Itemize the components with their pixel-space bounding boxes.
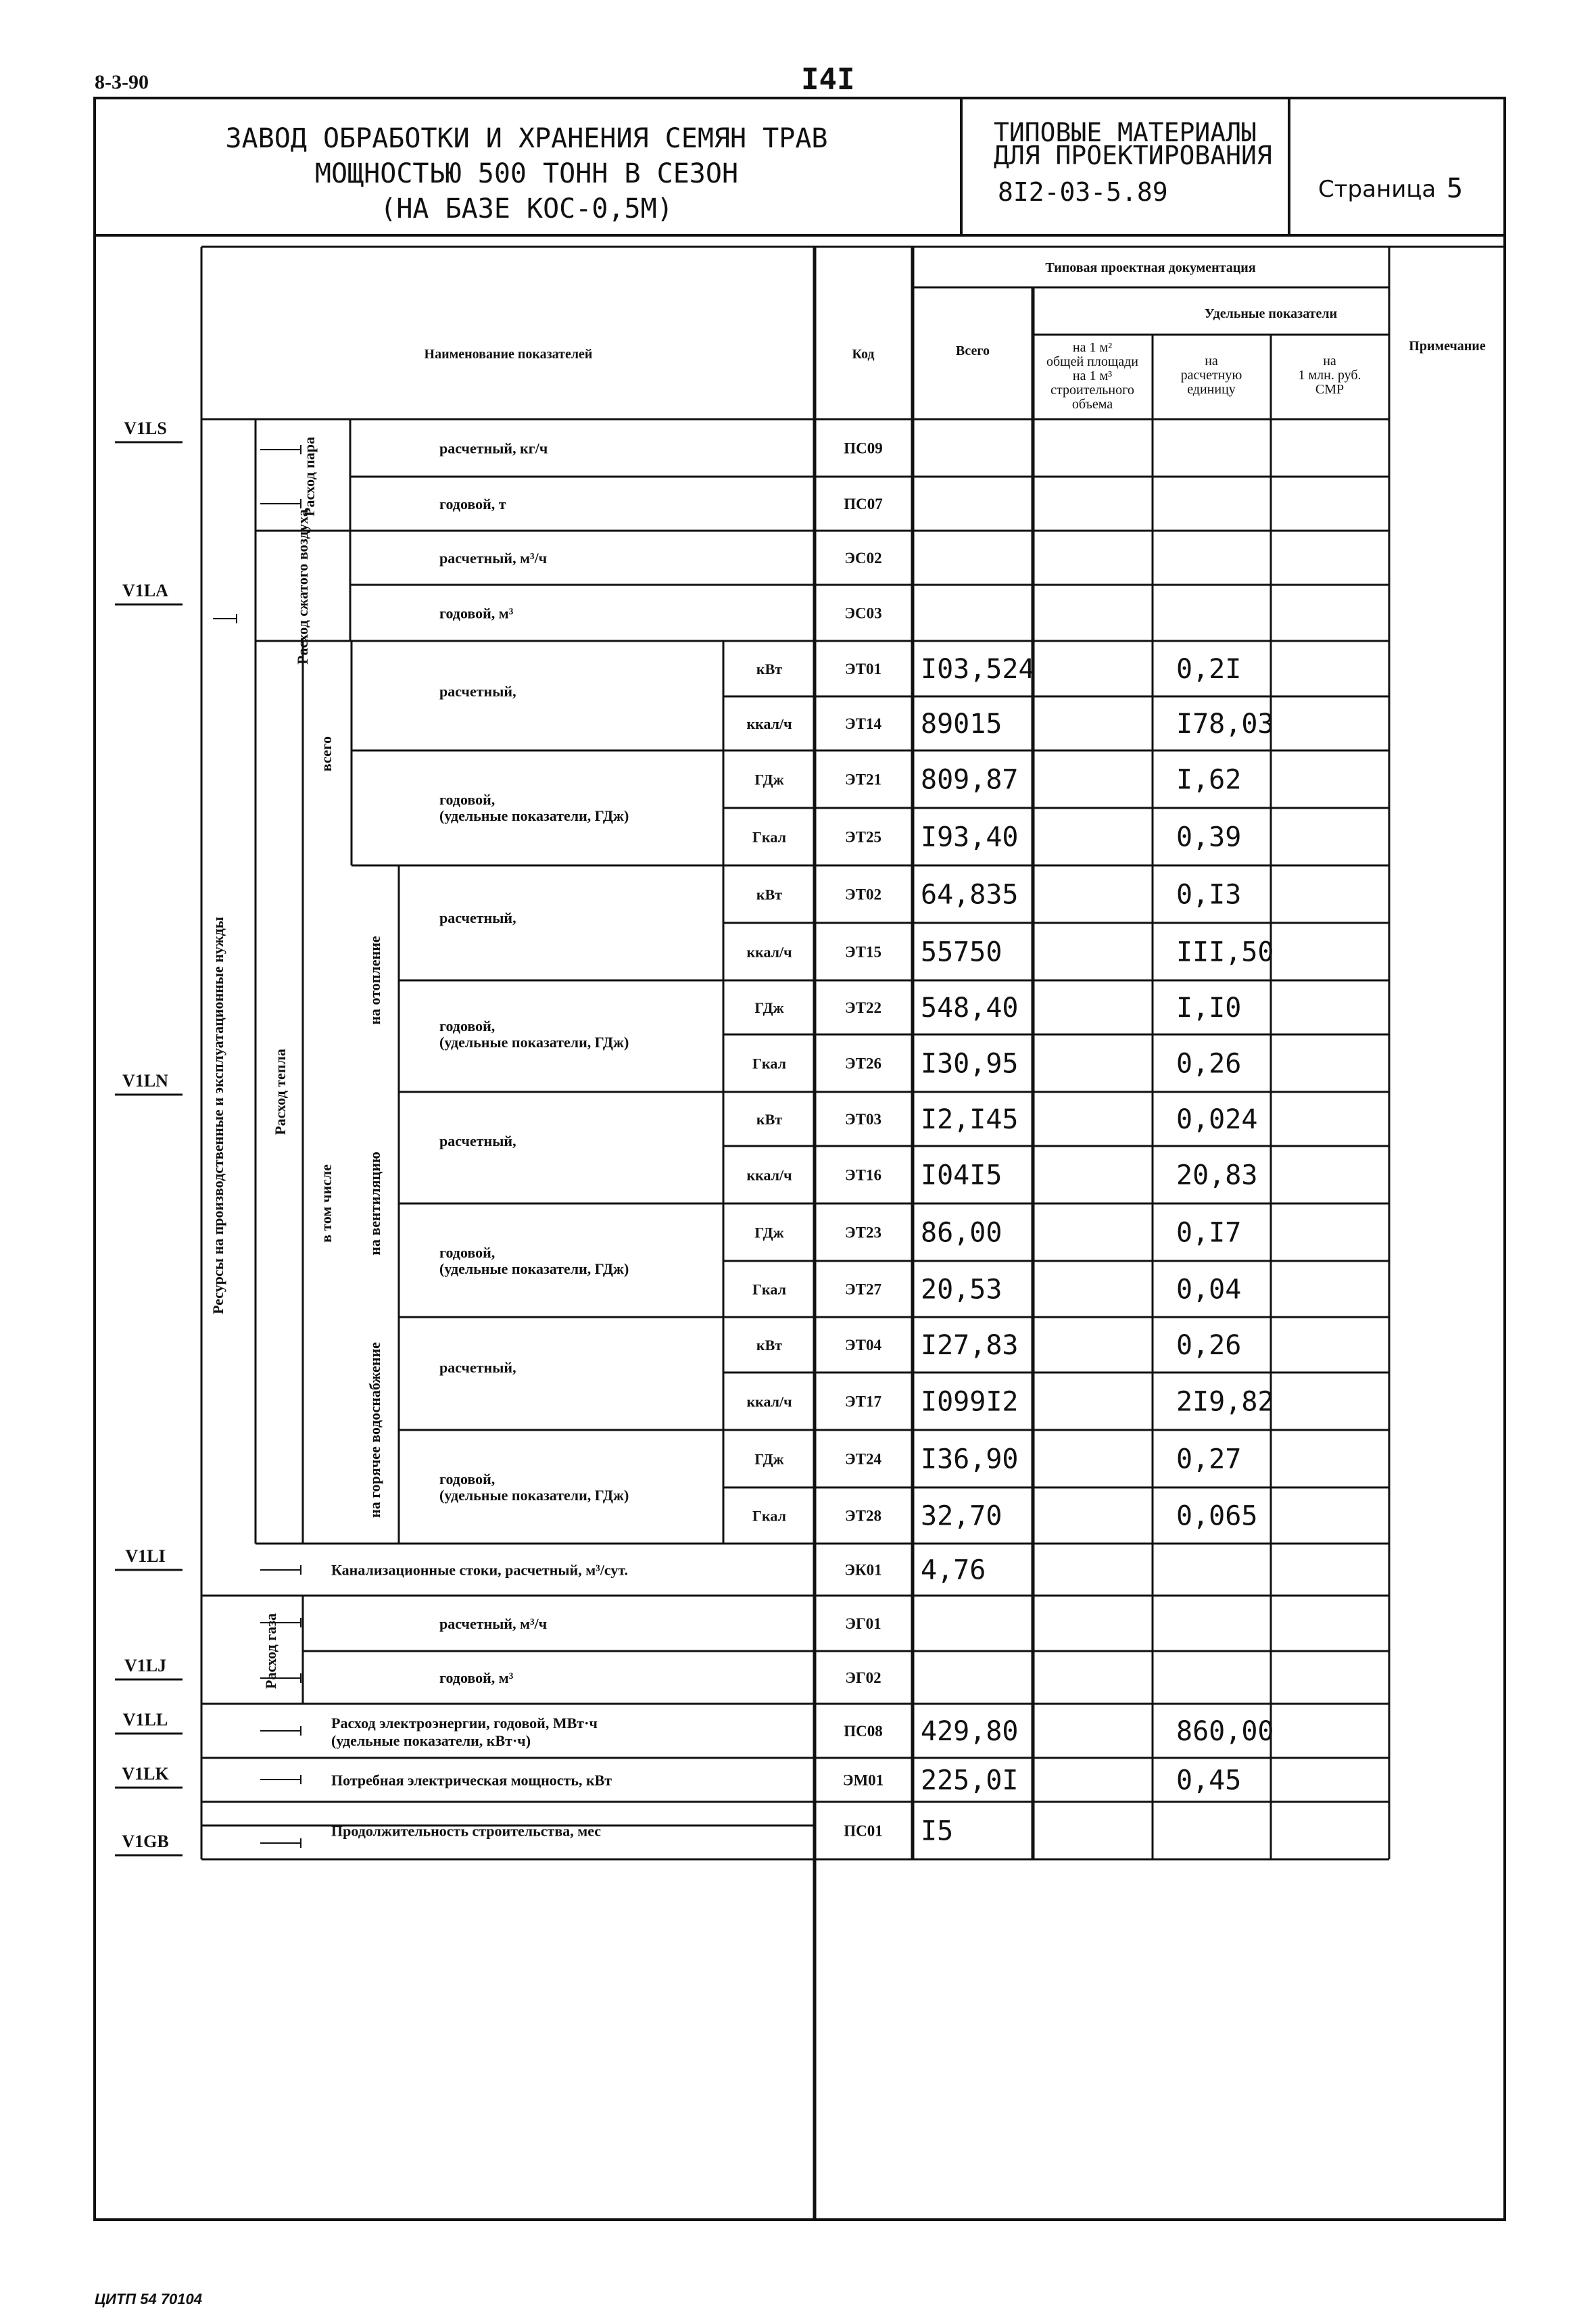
document-title-line: МОЩНОСТЬЮ 500 ТОНН В СЕЗОН: [314, 158, 739, 189]
document-title-line: ЗАВОД ОБРАБОТКИ И ХРАНЕНИЯ СЕМЯН ТРАВ: [225, 123, 828, 154]
row-total-value: 548,40: [921, 993, 1019, 1024]
row-label: расчетный, м³/ч: [439, 550, 548, 567]
row-unit: ГДж: [754, 1450, 784, 1468]
document-title-line: (НА БАЗЕ КОС-0,5М): [380, 193, 673, 224]
series-code: 8I2-03-5.89: [998, 177, 1168, 207]
row-sublabel: (удельные показатели, ГДж): [439, 807, 629, 824]
row-specific-value: 0,39: [1176, 821, 1242, 853]
row-total-value: 89015: [921, 709, 1002, 740]
header-total: Всего: [956, 343, 990, 358]
side-code-label: V1LS: [124, 419, 167, 438]
row-label: расчетный, кг/ч: [439, 439, 548, 457]
sheet-number: I4I: [801, 62, 855, 97]
row-unit: ккал/ч: [746, 1393, 792, 1410]
row-code: ЭТ22: [845, 999, 881, 1016]
row-code: ЭС02: [844, 550, 882, 567]
row-label: годовой, м³: [439, 604, 514, 622]
row-code: ЭТ28: [845, 1507, 881, 1525]
row-code: ПС09: [844, 439, 883, 457]
hot-water-vertical-label: на горячее водоснабжение: [366, 1342, 383, 1518]
row-total-value: I03,524: [921, 654, 1035, 685]
row-code: ЭТ17: [845, 1393, 881, 1410]
row-total-value: I93,40: [921, 821, 1019, 853]
row-total-value: I099I2: [921, 1386, 1019, 1418]
row-label: Канализационные стоки, расчетный, м³/сут.: [331, 1561, 629, 1579]
header-tpd: Типовая проектная документация: [1045, 260, 1256, 275]
document-date: 8-3-90: [95, 71, 149, 93]
row-specific-value: 0,I3: [1176, 879, 1242, 911]
row-unit: ккал/ч: [746, 943, 792, 961]
row-label: годовой,: [439, 791, 495, 808]
row-code: ЭТ23: [845, 1224, 881, 1241]
row-code: ЭТ04: [845, 1337, 881, 1354]
header-per-unit: на: [1205, 354, 1218, 368]
header-per-area: строительного: [1050, 383, 1134, 398]
ventilation-vertical-label: на вентиляцию: [366, 1151, 383, 1256]
row-code: ЭС03: [844, 604, 882, 622]
row-label: Продолжительность строительства, мес: [331, 1822, 601, 1840]
row-code: ЭТ27: [845, 1281, 881, 1298]
row-code: ЭГ01: [845, 1615, 881, 1632]
gas-vertical-label: Расход газа: [262, 1613, 279, 1689]
header-code: Код: [852, 347, 875, 362]
row-unit: Гкал: [752, 1055, 786, 1072]
table-text: [122, 260, 1485, 1851]
header-per-area: общей площади: [1046, 354, 1138, 369]
row-total-value: 809,87: [921, 764, 1019, 796]
row-specific-value: 0,I7: [1176, 1217, 1242, 1249]
row-total-value: I27,83: [921, 1330, 1019, 1361]
header-name: Наименование показателей: [424, 347, 593, 362]
row-unit: кВт: [756, 661, 783, 677]
row-unit: ГДж: [754, 771, 784, 788]
row-unit: ккал/ч: [746, 1166, 792, 1184]
row-specific-value: I,I0: [1176, 993, 1242, 1024]
row-specific-value: 860,00: [1176, 1716, 1274, 1747]
row-specific-value: 0,2I: [1176, 654, 1242, 685]
row-total-value: I04I5: [921, 1160, 1002, 1191]
steam-vertical-label: Расход пара: [301, 437, 318, 517]
row-sublabel: (удельные показатели, ГДж): [439, 1487, 629, 1504]
row-code: ЭТ25: [845, 828, 881, 846]
header-per-area: объема: [1071, 397, 1113, 412]
row-code: ПС08: [844, 1723, 883, 1740]
row-total-value: 4,76: [921, 1554, 986, 1586]
row-code: ПС01: [844, 1822, 883, 1840]
row-unit: кВт: [756, 886, 783, 903]
row-total-value: 20,53: [921, 1274, 1002, 1306]
side-code-label: V1GB: [122, 1832, 169, 1851]
row-label: расчетный,: [439, 683, 516, 700]
row-unit: кВт: [756, 1337, 783, 1354]
row-code: ЭТ03: [845, 1111, 881, 1128]
row-total-value: I2,I45: [921, 1104, 1019, 1135]
row-specific-value: 0,45: [1176, 1765, 1242, 1796]
header-per-mln: на: [1323, 354, 1336, 368]
row-total-value: 32,70: [921, 1500, 1002, 1532]
row-specific-value: 0,065: [1176, 1500, 1258, 1532]
header-per-unit: единицу: [1187, 382, 1236, 397]
heating-vertical-label: на отопление: [366, 936, 383, 1025]
row-total-value: 86,00: [921, 1217, 1002, 1249]
header-per-area: на 1 м³: [1072, 368, 1113, 383]
row-label: годовой,: [439, 1471, 495, 1487]
row-code: ЭТ15: [845, 943, 881, 961]
row-label: расчетный,: [439, 1132, 516, 1149]
side-code-label: V1LL: [122, 1710, 168, 1729]
row-label: годовой,: [439, 1018, 495, 1034]
row-specific-value: 0,27: [1176, 1443, 1242, 1475]
row-label: годовой, м³: [439, 1669, 514, 1686]
row-specific-value: 0,024: [1176, 1104, 1258, 1135]
side-code-label: V1LK: [122, 1764, 169, 1784]
row-code: ЭТ01: [845, 661, 881, 677]
row-unit: кВт: [756, 1111, 783, 1128]
row-label: расчетный,: [439, 1359, 516, 1376]
row-total-value: I36,90: [921, 1443, 1019, 1475]
row-code: ПС07: [844, 496, 883, 512]
row-code: ЭГ02: [845, 1669, 881, 1686]
row-specific-value: 0,04: [1176, 1274, 1242, 1306]
resources-vertical-label: Ресурсы на производственные и эксплуатационные нужды: [210, 917, 226, 1314]
header-per-area: на 1 м²: [1072, 340, 1113, 355]
row-sublabel: (удельные показатели, ГДж): [439, 1034, 629, 1051]
row-label: расчетный, м³/ч: [439, 1615, 548, 1632]
header-per-unit: расчетную: [1180, 368, 1242, 383]
row-code: ЭМ01: [842, 1771, 884, 1789]
row-total-value: 55750: [921, 936, 1002, 968]
row-specific-value: 0,26: [1176, 1330, 1242, 1361]
heat-vertical-label: Расход тепла: [272, 1049, 289, 1135]
side-code-label: V1LA: [122, 581, 168, 600]
footer-stamp: ЦИТП 54 70104: [95, 2291, 202, 2308]
header-per-mln: 1 млн. руб.: [1298, 368, 1361, 383]
row-code: ЭК01: [844, 1561, 882, 1579]
row-unit: Гкал: [752, 828, 786, 846]
air-vertical-label: Расход сжатого воздуха: [294, 509, 311, 665]
series-title-line: ДЛЯ ПРОЕКТИРОВАНИЯ: [994, 141, 1272, 170]
row-code: ЭТ24: [845, 1450, 881, 1468]
row-unit: Гкал: [752, 1281, 786, 1298]
row-total-value: I30,95: [921, 1048, 1019, 1080]
row-specific-value: III,50: [1176, 936, 1274, 968]
row-specific-value: I,62: [1176, 764, 1242, 796]
row-code: ЭТ02: [845, 886, 881, 903]
header-specific: Удельные показатели: [1204, 306, 1338, 321]
row-specific-value: 20,83: [1176, 1160, 1258, 1191]
row-code: ЭТ14: [845, 715, 881, 732]
side-code-label: V1LN: [122, 1071, 168, 1091]
row-label: Расход электроэнергии, годовой, МВт·ч: [331, 1715, 598, 1732]
page-number: 5: [1447, 173, 1464, 204]
series-title-line: ТИПОВЫЕ МАТЕРИАЛЫ: [994, 118, 1257, 147]
row-total-value: 225,0I: [921, 1765, 1019, 1796]
header-note: Примечание: [1409, 339, 1486, 354]
row-label: расчетный,: [439, 909, 516, 926]
row-sublabel: (удельные показатели, ГДж): [439, 1260, 629, 1277]
header-per-mln: СМР: [1315, 382, 1345, 397]
side-code-label: V1LJ: [124, 1656, 167, 1675]
row-unit: ккал/ч: [746, 715, 792, 732]
row-specific-value: 0,26: [1176, 1048, 1242, 1080]
row-total-value: I5: [921, 1815, 954, 1847]
row-total-value: 429,80: [921, 1716, 1019, 1747]
row-unit: ГДж: [754, 999, 784, 1016]
page-label: Страница: [1318, 176, 1436, 203]
row-code: ЭТ16: [845, 1166, 881, 1184]
row-specific-value: I78,03: [1176, 709, 1274, 740]
row-unit: ГДж: [754, 1224, 784, 1241]
row-code: ЭТ26: [845, 1055, 881, 1072]
side-code-label: V1LI: [125, 1546, 166, 1566]
row-unit: Гкал: [752, 1507, 786, 1525]
row-label: годовой, т: [439, 496, 506, 512]
row-sublabel: (удельные показатели, кВт·ч): [331, 1732, 531, 1749]
total-vertical-label: всего: [318, 736, 335, 772]
row-label: годовой,: [439, 1244, 495, 1261]
incl-vertical-label: в том числе: [318, 1164, 335, 1243]
row-total-value: 64,835: [921, 879, 1019, 911]
row-label: Потребная электрическая мощность, кВт: [331, 1771, 612, 1789]
row-specific-value: 2I9,82: [1176, 1386, 1274, 1418]
row-code: ЭТ21: [845, 771, 881, 788]
